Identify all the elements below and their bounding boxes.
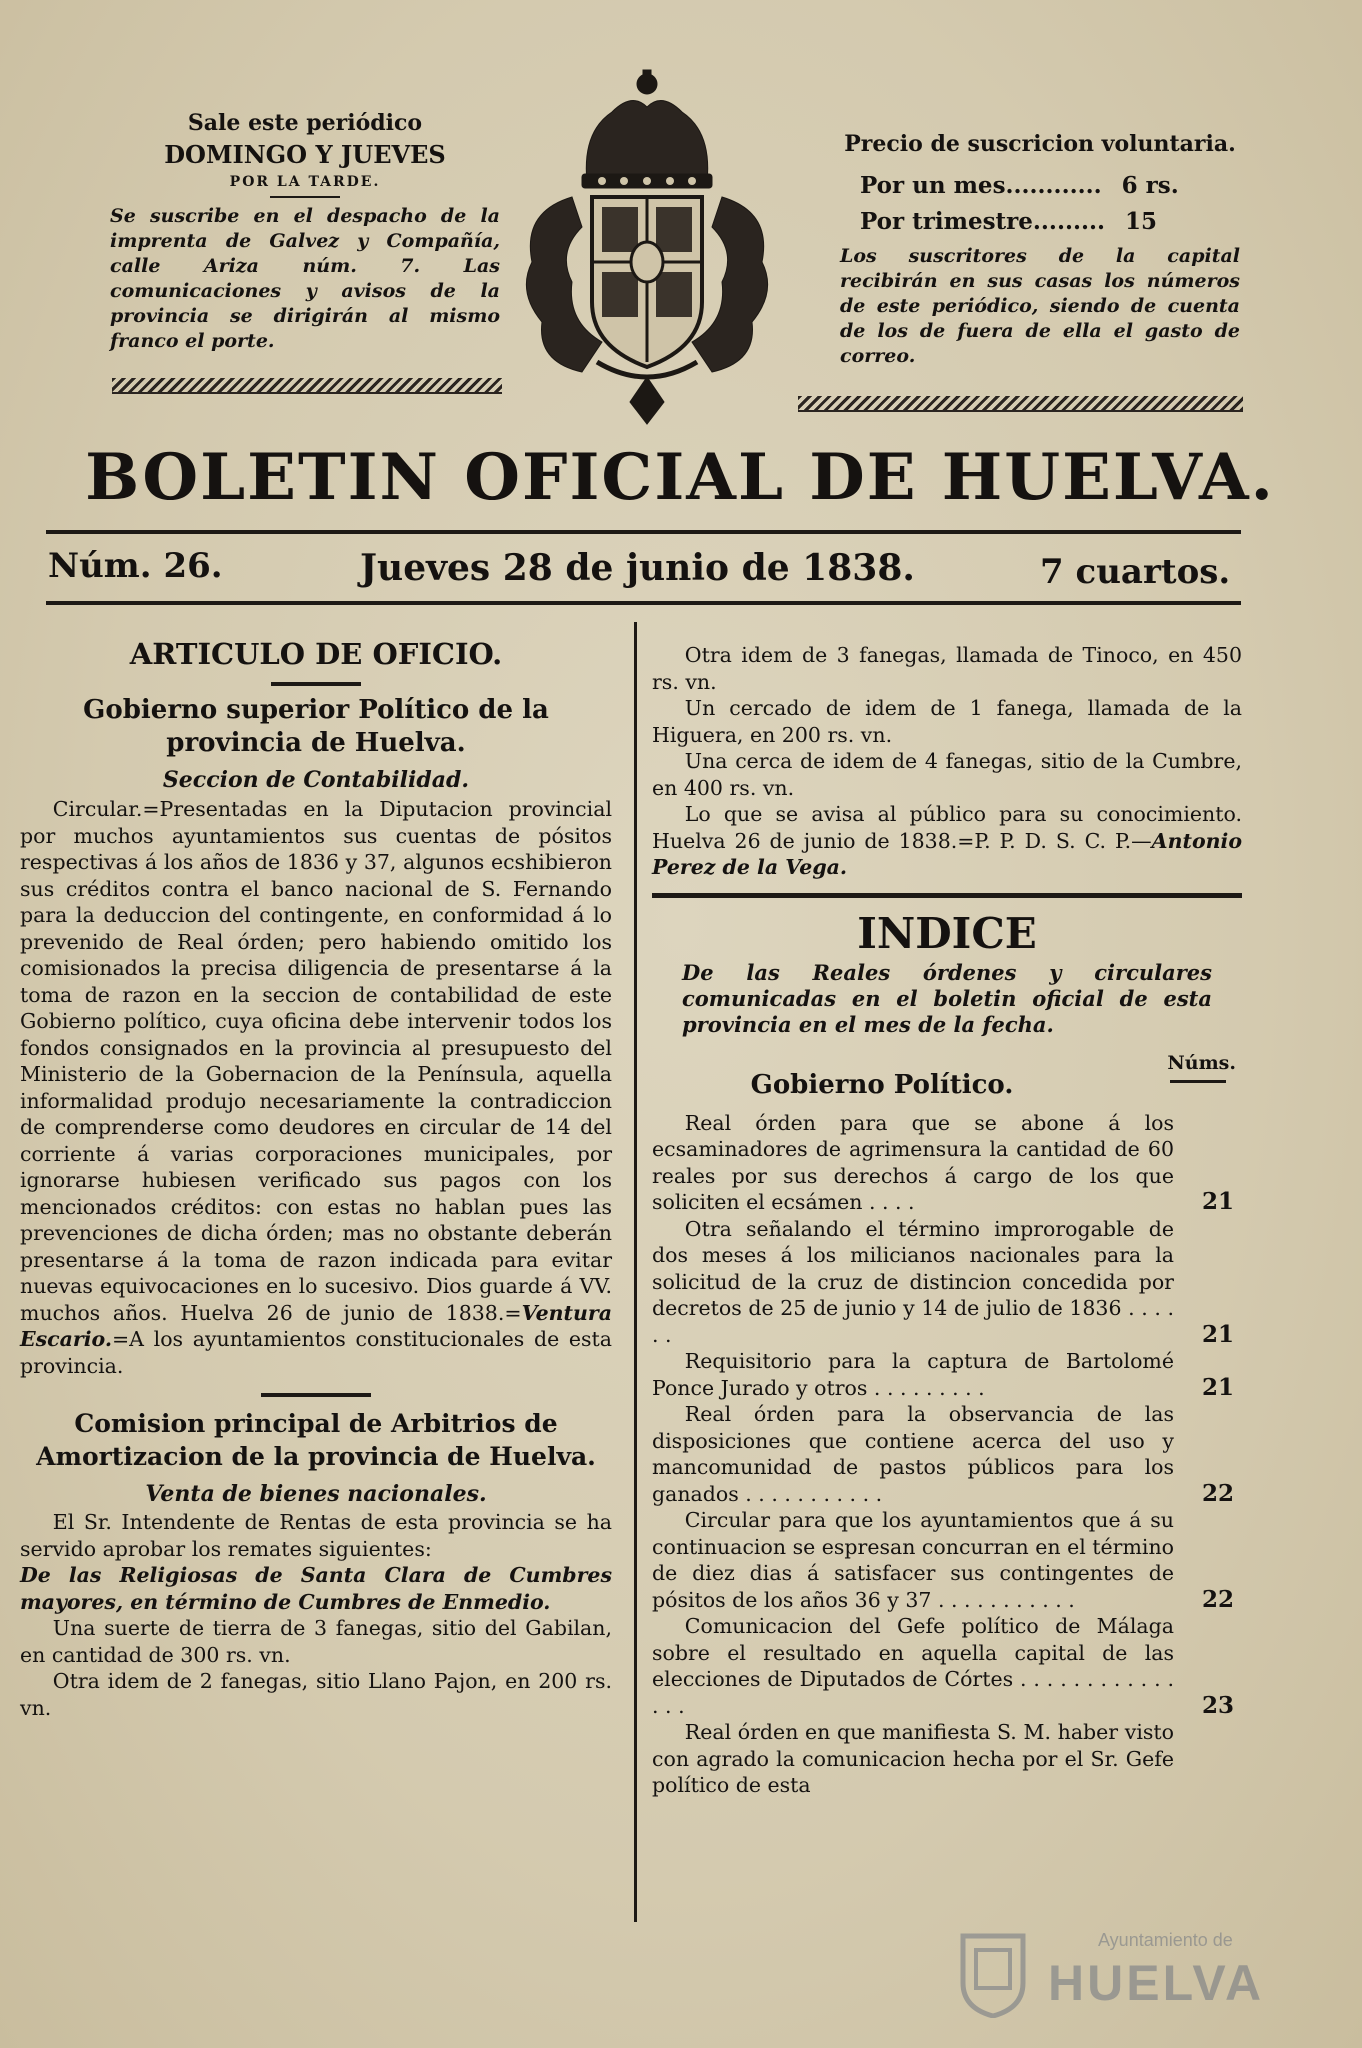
subscribers-note: Los suscritores de la capital recibirán en sus casas los números de este periódico, siendo de cuenta de los de fuera de ella el gasto de correo. [840,245,1240,367]
masthead-top-rule [46,530,1241,534]
royal-coat-of-arms-icon [512,62,782,430]
sale-item-5: Una cerca de idem de 4 fanegas, sitio de la Cumbre, en 400 rs. vn. [652,749,1242,800]
header-right [840,128,1240,369]
index-entry-text: Otra señalando el término improrogable de dos meses á los milicianos nacionales para la solicitud de la cruz de distincion concedida por decretos de 25 de junio y 14 de julio de 1836 . . . . . . [652,1216,1174,1347]
masthead-title: BOLETIN OFICIAL DE HUELVA. [85,440,1275,515]
government-section-title: Gobierno superior Político de la provincia de Huelva. [83,695,549,758]
column-divider [634,622,637,1922]
subscription-price-title: Precio de suscricion voluntaria. [844,131,1236,157]
issue-number: Núm. 26. [48,546,223,586]
index-title: INDICE [857,908,1037,958]
sale-notice-text: Lo que se avisa al público para su conocimiento. Huelva 26 de junio de 1838.=P. P. D. S. C. P.— [652,802,1242,853]
sale-item-4: Un cercado de idem de 1 fanega, llamada de la Higuera, en 200 rs. vn. [652,696,1242,747]
sale-item-3: Otra idem de 3 fanegas, llamada de Tinoco, en 450 rs. vn. [652,643,1242,694]
index-nums-label: Núms. [1167,1051,1236,1074]
header-right-ornament [798,396,1243,412]
sales-origin: De las Religiosas de Santa Clara de Cumbres mayores, en término de Cumbres de Enmedio. [20,1563,612,1614]
index-entry-number: 21 [1201,1320,1234,1348]
official-article-heading: ARTICULO DE OFICIO. [129,637,503,671]
sale-notice [652,801,1242,881]
index-entry-text: Real órden para que se abone á los ecsaminadores de agrimensura la cantidad de 60 reales por sus derechos á cargo de los que soliciten el ecsámen . . . . [652,1110,1174,1214]
watermark-line2: HUELVA [1048,1955,1265,2011]
index-section-title: Gobierno Político. [750,1069,1014,1100]
price-quarter-label: Por trimestre......... [860,208,1105,235]
index-entry-text: Comunicacion del Gefe político de Málaga sobre el resultado en aquella capital de las elecciones de Diputados de Córtes . . . . . . . . . . . . . . . [652,1614,1174,1718]
circular-signature: Ventura Escario. [20,1300,612,1351]
index-entry-number: 22 [1201,1585,1234,1613]
circular-body [20,796,612,1379]
left-column [20,634,612,1721]
watermark-line1: Ayuntamiento de [1098,1930,1233,1950]
index-last-entry: Real órden en que manifiesta S. M. haber visto con agrado la comunicacion hecha por el Sr. Gefe político de esta [652,1720,1174,1797]
sales-intro: El Sr. Intendente de Rentas de esta provincia se ha servido aprobar los remates siguientes: [20,1510,612,1561]
subscription-text: Se suscribe en el despacho de la imprenta de Galvez y Compañía, calle Ariza núm. 7. Las comunicaciones y avisos de la provincia se dirigirán al mismo franco el porte. [110,205,500,352]
accounting-section-subtitle: Seccion de Contabilidad. [162,767,470,793]
sales-section-subtitle: Venta de bienes nacionales. [145,1481,487,1507]
price-month-label: Por un mes............ [860,172,1102,199]
index-subtitle: De las Reales órdenes y circulares comunicadas en el boletin oficial de esta provincia en el mes de la fecha. [682,959,1212,1037]
watermark [958,1922,1288,2022]
sale-notice-signature: Antonio Perez de la Vega. [652,828,1242,879]
index-entry-text: Circular para que los ayuntamientos que á su continuacion se espresan concurran en el término de diez dias á satisfacer sus contingentes de pósitos de los años 36 y 37 . . . . . . . . . . . [652,1508,1174,1612]
index-entry [652,1613,1242,1719]
index-entry-text: Real órden para la observancia de las disposiciones que contiene acerca del uso y mancomunidad de pastos públicos para los ganados . . . . . . . . . . . [652,1402,1174,1506]
index-entry-number: 21 [1201,1373,1234,1401]
index-entry-number: 21 [1201,1188,1234,1215]
index-entry [652,1401,1242,1507]
index-entry [652,1110,1242,1216]
crest [512,62,782,430]
issue-price: 7 cuartos. [1040,552,1231,592]
index-entry-number: 22 [1201,1479,1234,1507]
publication-days-intro: Sale este periódico [187,110,423,136]
commission-section-title: Comision principal de Arbitrios de Amortizacion de la provincia de Huelva. [36,1409,596,1471]
circular-text: Circular.=Presentadas en la Diputacion provincial por muchos ayuntamientos sus cuentas de pósitos respectivas á los años de 1836 y 37, algunos ecshibieron sus créditos contra el banco nacional de S. Fernando para la deduccion del contingente, en conformidad á lo prevenido de Real órden; pero habiendo omitido los comisionados la precisa diligencia de presentarse á la toma de razon en la seccion de contabilidad de este Gobierno político, cuya oficina debe intervenir todos los fondos consignados en la provincia al presupuesto del Ministerio de la Gobernacion de la Península, aquella informalidad produjo necesariamente la contradiccion de comprenderse como deudores en circular de 14 del corriente á varias corporaciones municipales, por ignorarse hubiesen verificado sus pagos con los mencionados créditos: con estas no hablan pues las prevenciones de dicha órden; mas no obstante deberán presentarse á la toma de razon indicada para evitar nuevas equivocaciones en lo sucesivo. Dios guarde á VV. muchos años. Huelva 26 de junio de 1838.= [20,797,612,1325]
price-quarter-value: 15 [1125,208,1158,235]
price-month-row [840,168,1240,204]
sale-item-1: Una suerte de tierra de 3 fanegas, sitio del Gabilan, en cantidad de 300 rs. vn. [20,1616,612,1667]
price-quarter-row [840,204,1240,240]
circular-address: =A los ayuntamientos constitucionales de esta provincia. [20,1327,612,1378]
publication-days: DOMINGO Y JUEVES [164,140,446,169]
header-left-ornament [112,378,502,394]
index-entry [652,1348,1242,1401]
masthead-bottom-rule [46,601,1241,605]
index-entry [652,1507,1242,1613]
right-column [652,642,1242,1799]
index-entry-text: Requisitorio para la captura de Bartolomé Ponce Jurado y otros . . . . . . . . . [652,1349,1174,1400]
city-hall-shield-icon [958,1928,1028,2018]
sale-item-2: Otra idem de 2 fanegas, sitio Llano Pajon, en 200 rs. vn. [20,1669,612,1720]
index-nums-rule [1170,1080,1226,1083]
index-entries [652,1110,1242,1720]
publication-time: POR LA TARDE. [229,174,381,190]
issue-date: Jueves 28 de junio de 1838. [360,547,915,589]
header-left [110,108,500,354]
index-top-rule [652,893,1242,898]
price-month-value: 6 rs. [1121,172,1179,199]
index-entry-number: 23 [1201,1691,1234,1719]
index-entry [652,1216,1242,1349]
